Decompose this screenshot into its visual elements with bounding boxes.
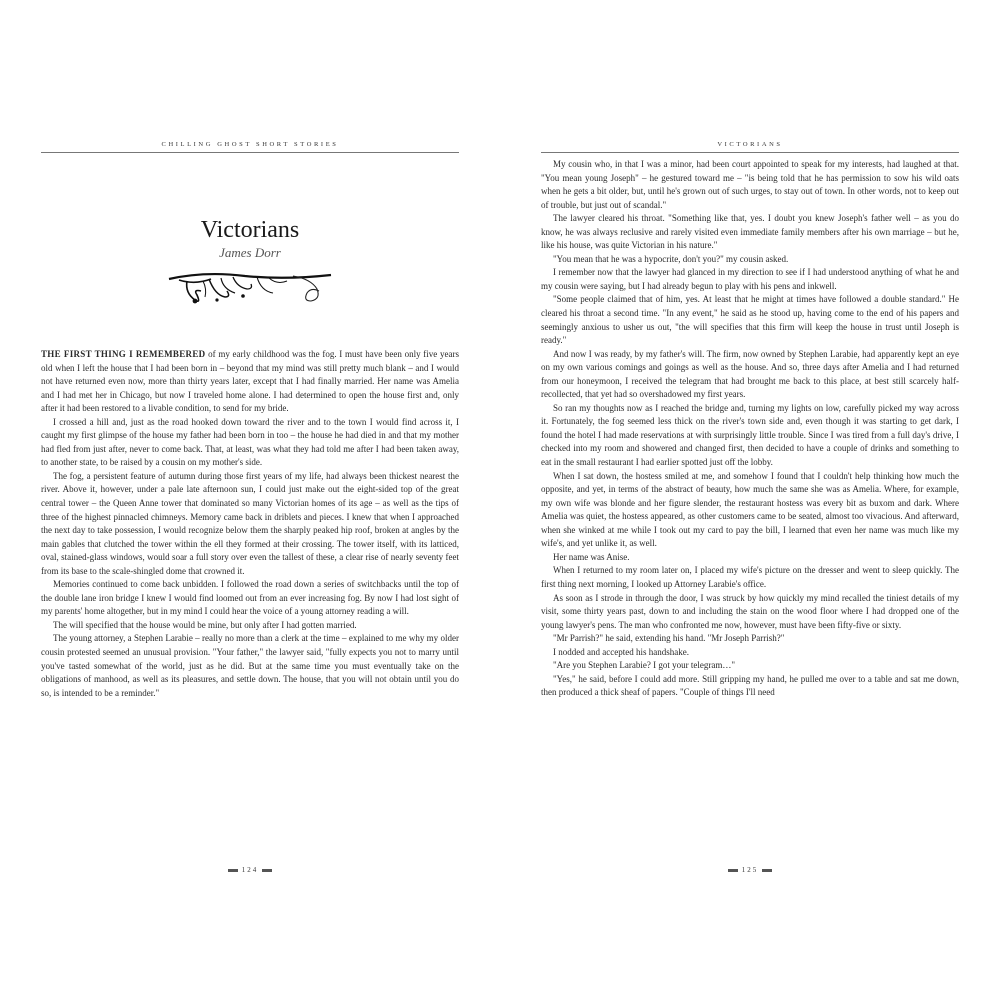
paragraph: I remember now that the lawyer had glanced in my direction to see if I had understood anything of what he and my cousin were saying, but I had already begun to play with his pens and inkwell. bbox=[541, 267, 959, 291]
left-page bbox=[41, 140, 459, 700]
paragraph: The young attorney, a Stephen Larabie – really no more than a clerk at the time – explained to me why my older cousin protested seemed an unusual provision. "Your father," the lawyer said, "fully expects you not to marry until you've tasted somewhat of the world, just as he did. But at the same time you must eventually take on the obligations of manhood, as well as its pleasures, and settle down. The house, that you will not obtain until you do so, is intended to be a reminder." bbox=[41, 633, 459, 698]
paragraph: "You mean that he was a hypocrite, don't you?" my cousin asked. bbox=[553, 253, 789, 264]
paragraph: "Some people claimed that of him, yes. At least that he might at times have followed a double standard." He cleared his throat a second time. "In any event," he said as he stood up, having come to the end of his papers and seemingly anxious to usher us out, "the will specifies that this firm will keep the house in trust until Joseph is ready." bbox=[541, 294, 959, 346]
paragraph: I nodded and accepted his handshake. bbox=[553, 646, 689, 657]
paragraph: "Yes," he said, before I could add more. Still gripping my hand, he pulled me over to a table and sat me down, then produced a thick sheaf of papers. "Couple of things I'll need bbox=[541, 673, 959, 698]
paragraph: The fog, a persistent feature of autumn during those first years of my life, had always been thickest nearest the river. Above it, however, under a pale late afternoon sun, I could just make out the eight-sided top of the great central tower – the Queen Anne tower that dominated so many Victorian homes of its age – as well as the tips of three of the highest pinnacled chimneys. Memory came back in driblets and pieces. I knew that when I approached the next day to take possession, I would recognize below them the sharply peaked hip roof, broken at angles by the main gables that clutched the tower within the ell they formed at their crossing. The tower itself, with its latticed, oval, stained-glass windows, would soar a full story over even the tallest of these, a clear rise of nearly seventy feet from its base to the scale-shingled dome that crowned it. bbox=[41, 470, 459, 576]
paragraph: And now I was ready, by my father's will. The firm, now owned by Stephen Larabie, had apparently kept an eye on my own various comings and goings as well as the house. And so, three days after Amelia and I had returned from our honeymoon, I received the telegram that had brought me back to this place, at best still scarcely half-recollected, that yet had so overshadowed my first years. bbox=[541, 348, 959, 400]
paragraph: So ran my thoughts now as I reached the bridge and, turning my lights on low, carefully picked my way across it. Fortunately, the fog seemed less thick on the river's town side and, even though it was starting to get dark, I found the hotel I had made reservations at with surprisingly little trouble. Since I was tired from a full day's drive, I checked into my room and showered and changed first, then decided to have a couple of drinks and something to eat in the small restaurant I had earlier spotted just off the lobby. bbox=[541, 402, 959, 468]
paragraph: "Mr Parrish?" he said, extending his hand. "Mr Joseph Parrish?" bbox=[553, 633, 785, 644]
right-page bbox=[541, 140, 959, 700]
folio-ornament-icon bbox=[762, 869, 772, 872]
chapter-author: James Dorr bbox=[219, 245, 281, 260]
paragraph: Her name was Anise. bbox=[553, 551, 630, 562]
paragraph: My cousin who, in that I was a minor, had been court appointed to speak for my interests, had laughed at that. "You mean young Joseph" – he gestured toward me – "is being told that he has permission to sow his wild oats when he gets a bit older, but, until he's grown out of such urges, to stay out of town. In other words, not to keep out of trouble, but just out of scandal." bbox=[541, 159, 959, 210]
left-page-number: 124 bbox=[41, 866, 459, 874]
right-page-number: 125 bbox=[541, 866, 959, 874]
left-running-head: CHILLING GHOST SHORT STORIES bbox=[41, 140, 459, 153]
right-body-text bbox=[541, 158, 959, 700]
chapter-title: Victorians bbox=[200, 217, 300, 243]
paragraph: I crossed a hill and, just as the road hooked down toward the river and to the town I would find across it, I caught my first glimpse of the house my father had been born in too – the house he had died in and that my mother had fled from just after, never to come back. That, at least, was what they had told me after I had been taken away, to another state, to be raised by a cousin on my mother's side. bbox=[41, 416, 459, 468]
right-running-head: VICTORIANS bbox=[541, 140, 959, 153]
paragraph: Memories continued to come back unbidden. I followed the road down a series of switchbacks until the top of the double lane iron bridge I knew I would find loomed out from an ever increasing fog. By now I had lost sight of my parents' home altogether, but in my mind I could hear the voice of a young attorney reading a will. bbox=[41, 579, 459, 617]
left-body-text bbox=[41, 348, 459, 700]
flourish-ornament-icon bbox=[165, 267, 335, 309]
paragraph: The will specified that the house would be mine, but only after I had gotten married. bbox=[53, 619, 357, 630]
opening-lead-words: THE FIRST THING I REMEMBERED bbox=[41, 349, 206, 359]
paragraph: As soon as I strode in through the door, I was struck by how quickly my mind recalled the tiniest details of my visit, some thirty years past, down to and including the stain on the wood floor where I had dropped one of the young lawyer's pens. The man who confronted me now, however, must have been fifty-five or sixty. bbox=[541, 592, 959, 630]
paragraph: THE FIRST THING I REMEMBERED of my early childhood was the fog. I must have been only five years old when I left the house that I had been born in – beyond that my mind was still pretty much blank – and I would not have returned even now, more than thirty years later, except that I had finally married. Her name was Amelia and I had met her in Chicago, but now I traveled home alone. I had determined to open the house first and, only after it had been restored to a livable condition, to send for my bride. bbox=[41, 349, 459, 414]
folio-ornament-icon bbox=[228, 869, 238, 872]
folio-ornament-icon bbox=[262, 869, 272, 872]
paragraph: When I sat down, the hostess smiled at me, and somehow I found that I couldn't help thinking how much the opposite, and yet, in terms of the abstract of beauty, how much the same she was as Amelia. Where, for example, my own wife was blonde and her figure slender, the restaurant hostess was every bit as buxom and dark. Where Amelia was quiet, the hostess appeared, as other customers came to be seated, almost too vivacious. And afterward, when she winked at me while I took out my card to pay the bill, I learned that even her name was much like my wife's, and yet unlike it, as well. bbox=[541, 470, 959, 549]
paragraph: The lawyer cleared his throat. "Something like that, yes. I doubt you knew Joseph's father well – as you do know, he was always reclusive and rarely visited even immediate family members after his own marriage – but he, like his house, was quite Victorian in his nature." bbox=[541, 213, 959, 251]
paragraph: "Are you Stephen Larabie? I got your telegram…" bbox=[553, 660, 736, 671]
folio-ornament-icon bbox=[728, 869, 738, 872]
paragraph: When I returned to my room later on, I placed my wife's picture on the dresser and went to sleep quickly. The first thing next morning, I looked up Attorney Larabie's office. bbox=[541, 565, 959, 589]
